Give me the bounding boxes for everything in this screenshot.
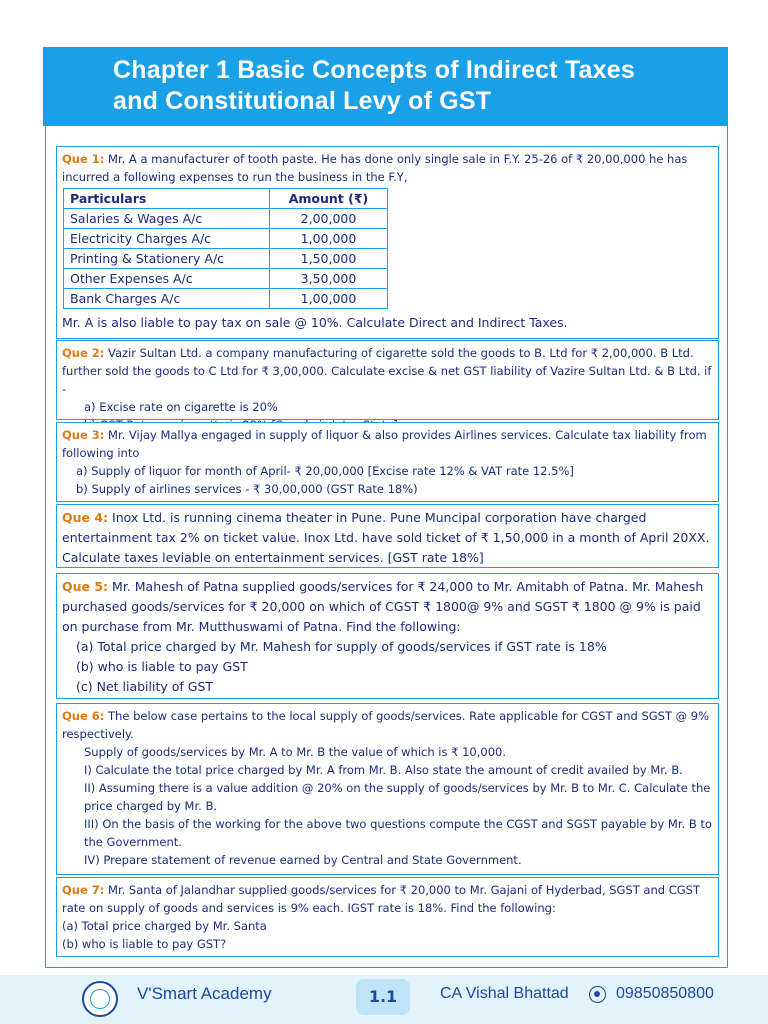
table-row: Printing & Stationery A/c 1,50,000	[64, 249, 388, 269]
whatsapp-icon	[589, 986, 606, 1003]
question-3-text: Que 3: Mr. Vijay Mallya engaged in supply of liquor & also provides Airlines services. Calculate tax liability from following into	[62, 428, 707, 460]
question-6-box	[56, 703, 719, 875]
question-3-part-b: b) Supply of airlines services - ₹ 30,00,000 (GST Rate 18%)	[76, 482, 418, 496]
question-3-box	[56, 422, 719, 502]
question-5-box	[56, 573, 719, 699]
question-7-text: Que 7: Mr. Santa of Jalandhar supplied goods/services for ₹ 20,000 to Mr. Gajani of Hyderbad, SGST and CGST rate on supply of goods and services is 9% each. IGST rate is 18%. Find the following:	[62, 883, 700, 915]
question-5-label: Que 5:	[62, 579, 109, 594]
question-3-part-a: a) Supply of liquor for month of April- ₹ 20,00,000 [Excise rate 12% & VAT rate 12.5%]	[76, 464, 574, 478]
question-2-part-a: a) Excise rate on cigarette is 20%	[84, 400, 278, 414]
chapter-title-line-1: Chapter 1 Basic Concepts of Indirect Taxes	[113, 56, 635, 84]
question-6-part-iv: IV) Prepare statement of revenue earned by Central and State Government.	[84, 853, 522, 867]
table-header-particulars: Particulars	[64, 189, 270, 209]
question-1-label: Que 1:	[62, 152, 105, 166]
question-4-text: Que 4: Inox Ltd. is running cinema theater in Pune. Pune Muncipal corporation have charged entertainment tax 2% on ticket value. Inox Ltd. have sold ticket of ₹ 1,50,000 in a month of April 20XX. Calculate taxes leviable on entertainment services. [GST rate 18%]	[62, 510, 710, 565]
table-row: Salaries & Wages A/c 2,00,000	[64, 209, 388, 229]
question-4-label: Que 4:	[62, 510, 109, 525]
page-number: 1.1	[356, 979, 410, 1015]
table-header-amount: Amount (₹)	[270, 189, 388, 209]
question-6-part-iii: III) On the basis of the working for the above two questions compute the CGST and SGST payable by Mr. B to the Government.	[84, 817, 712, 849]
question-6-part-ii: II) Assuming there is a value addition @ 20% on the supply of goods/services by Mr. B to Mr. C. Calculate the price charged by Mr. B.	[84, 781, 711, 813]
question-5-text: Que 5: Mr. Mahesh of Patna supplied goods/services for ₹ 24,000 to Mr. Amitabh of Patna. Mr. Mahesh purchased goods/services for ₹ 20,000 on which of CGST ₹ 1800@ 9% and SGST ₹ 1800 @ 9% is paid on purchase from Mr. Mutthuswami of Patna. Find the following:	[62, 579, 704, 634]
table-row: Bank Charges A/c 1,00,000	[64, 289, 388, 309]
academy-name: V'Smart Academy	[137, 984, 272, 1003]
chapter-title-line-2: and Constitutional Levy of GST	[113, 87, 492, 115]
question-2-text: Que 2: Vazir Sultan Ltd. a company manufacturing of cigarette sold the goods to B. Ltd for ₹ 2,00,000. B Ltd. further sold the goods to C Ltd for ₹ 3,00,000. Calculate excise & net GST liability of Vazire Sultan Ltd. & B Ltd. if -	[62, 346, 712, 396]
author-name: CA Vishal Bhattad	[440, 985, 569, 1002]
table-row: Electricity Charges A/c 1,00,000	[64, 229, 388, 249]
question-2-label: Que 2:	[62, 346, 105, 360]
question-6-part-i: I) Calculate the total price charged by Mr. A from Mr. B. Also state the amount of credit availed by Mr. B.	[84, 763, 683, 777]
question-6-label: Que 6:	[62, 709, 105, 723]
question-7-label: Que 7:	[62, 883, 105, 897]
academy-logo-icon	[82, 981, 118, 1017]
question-7-box	[56, 877, 719, 957]
question-5-part-b: (b) who is liable to pay GST	[76, 659, 248, 674]
question-4-box	[56, 504, 719, 568]
question-5-part-c: (c) Net liability of GST	[76, 679, 214, 694]
expenses-table	[63, 188, 388, 309]
question-6-intro: Supply of goods/services by Mr. A to Mr. B the value of which is ₹ 10,000.	[84, 745, 507, 759]
question-7-part-b: (b) who is liable to pay GST?	[62, 937, 227, 951]
chapter-header	[43, 47, 728, 126]
question-1-text: Que 1: Mr. A a manufacturer of tooth paste. He has done only single sale in F.Y. 25-26 of ₹ 20,00,000 he has incurred a following expenses to run the business in the F.Y,	[62, 152, 688, 184]
question-3-label: Que 3:	[62, 428, 105, 442]
question-1-instruction: Mr. A is also liable to pay tax on sale @ 10%. Calculate Direct and Indirect Taxes.	[62, 315, 568, 330]
question-6-text: Que 6: The below case pertains to the local supply of goods/services. Rate applicable for CGST and SGST @ 9% respectively.	[62, 709, 710, 741]
question-7-part-a: (a) Total price charged by Mr. Santa	[62, 919, 267, 933]
table-row: Other Expenses A/c 3,50,000	[64, 269, 388, 289]
question-5-part-a: (a) Total price charged by Mr. Mahesh for supply of goods/services if GST rate is 18%	[76, 639, 607, 654]
phone-number: 09850850800	[616, 985, 714, 1002]
question-1-box	[56, 146, 719, 339]
question-2-box	[56, 340, 719, 420]
